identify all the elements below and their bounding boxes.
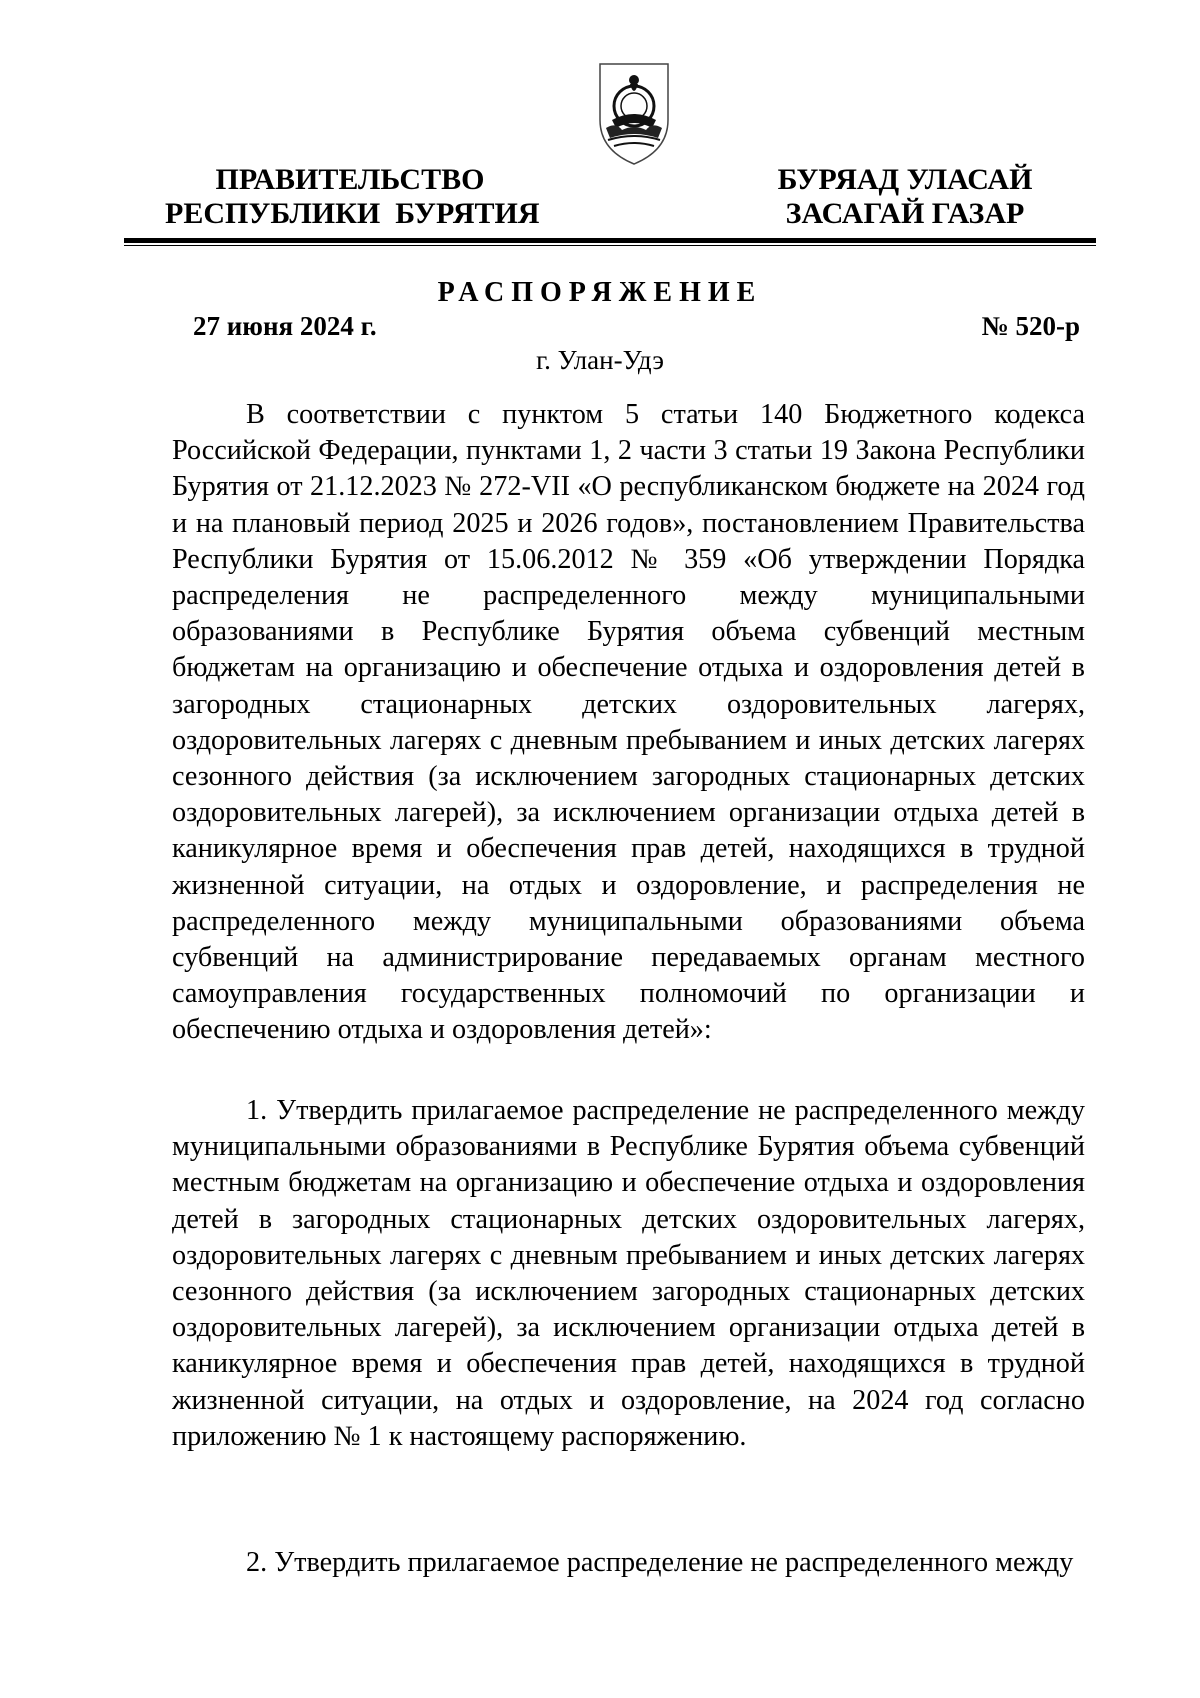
- header-divider-thick: [124, 238, 1096, 243]
- document-type: РАСПОРЯЖЕНИЕ: [437, 277, 763, 308]
- paragraph-text: 2. Утвердить прилагаемое распределение не распределенного между: [246, 1547, 1074, 1578]
- org-name-buryat-line2: ЗАСАГАЙ ГАЗАР: [785, 197, 1025, 230]
- org-name-buryat-line1: БУРЯАД УЛАСАЙ: [777, 163, 1033, 196]
- clause-2-paragraph: [172, 1545, 1085, 1581]
- paragraph-text: 1. Утвердить прилагаемое распределение не распределенного между муниципальными образованиями в Республике Бурятия объема субвенций местным бюджетам на организацию и обеспечение отдыха и оздоровления детей в загородных стационарных детских оздоровительных лагерях, оздоровительных лагерях с дневным пребыванием и иных детских лагерях сезонного действия (за исключением загородных стационарных детских оздоровительных лагерей), за исключением организации отдыха детей в каникулярное время и обеспечения прав детей, находящихся в трудной жизненной ситуации, на отдых и оздоровление, на 2024 год согласно приложению № 1 к настоящему распоряжению.: [172, 1095, 1085, 1452]
- preamble-paragraph: [172, 397, 1085, 1049]
- document-city: г. Улан-Удэ: [536, 345, 664, 375]
- coat-of-arms-icon: [594, 58, 674, 168]
- org-name-russian-line1: ПРАВИТЕЛЬСТВО: [215, 163, 485, 196]
- clause-1-paragraph: [172, 1093, 1085, 1455]
- document-number: № 520-р: [981, 311, 1080, 341]
- org-name-russian: [165, 163, 540, 231]
- org-name-buryat: [760, 163, 1050, 231]
- header-divider-thin: [124, 245, 1096, 246]
- document-date: 27 июня 2024 г.: [193, 311, 377, 341]
- org-name-russian-line2: РЕСПУБЛИКИ БУРЯТИЯ: [165, 197, 540, 230]
- paragraph-text: В соответствии с пунктом 5 статьи 140 Бюджетного кодекса Российской Федерации, пунктами 1, 2 части 3 статьи 19 Закона Республики Бурятия от 21.12.2023 № 272-VII «О республиканском бюджете на 2024 год и на плановый период 2025 и 2026 годов», постановлением Правительства Республики Бурятия от 15.06.2012 № 359 «Об утверждении Порядка распределения не распределенного между муниципальными образованиями в Республике Бурятия объема субвенций местным бюджетам на организацию и обеспечение отдыха и оздоровления детей в загородных стационарных детских оздоровительных лагерях, оздоровительных лагерях с дневным пребыванием и иных детских лагерях сезонного действия (за исключением загородных стационарных детских оздоровительных лагерей), за исключением организации отдыха детей в каникулярное время и обеспечения прав детей, находящихся в трудной жизненной ситуации, на отдых и оздоровление, и распределения не распределенного между муниципальными образованиями объема субвенций на администрирование передаваемых органам местного самоуправления государственных полномочий по организации и обеспечению отдыха и оздоровления детей»:: [172, 399, 1085, 1046]
